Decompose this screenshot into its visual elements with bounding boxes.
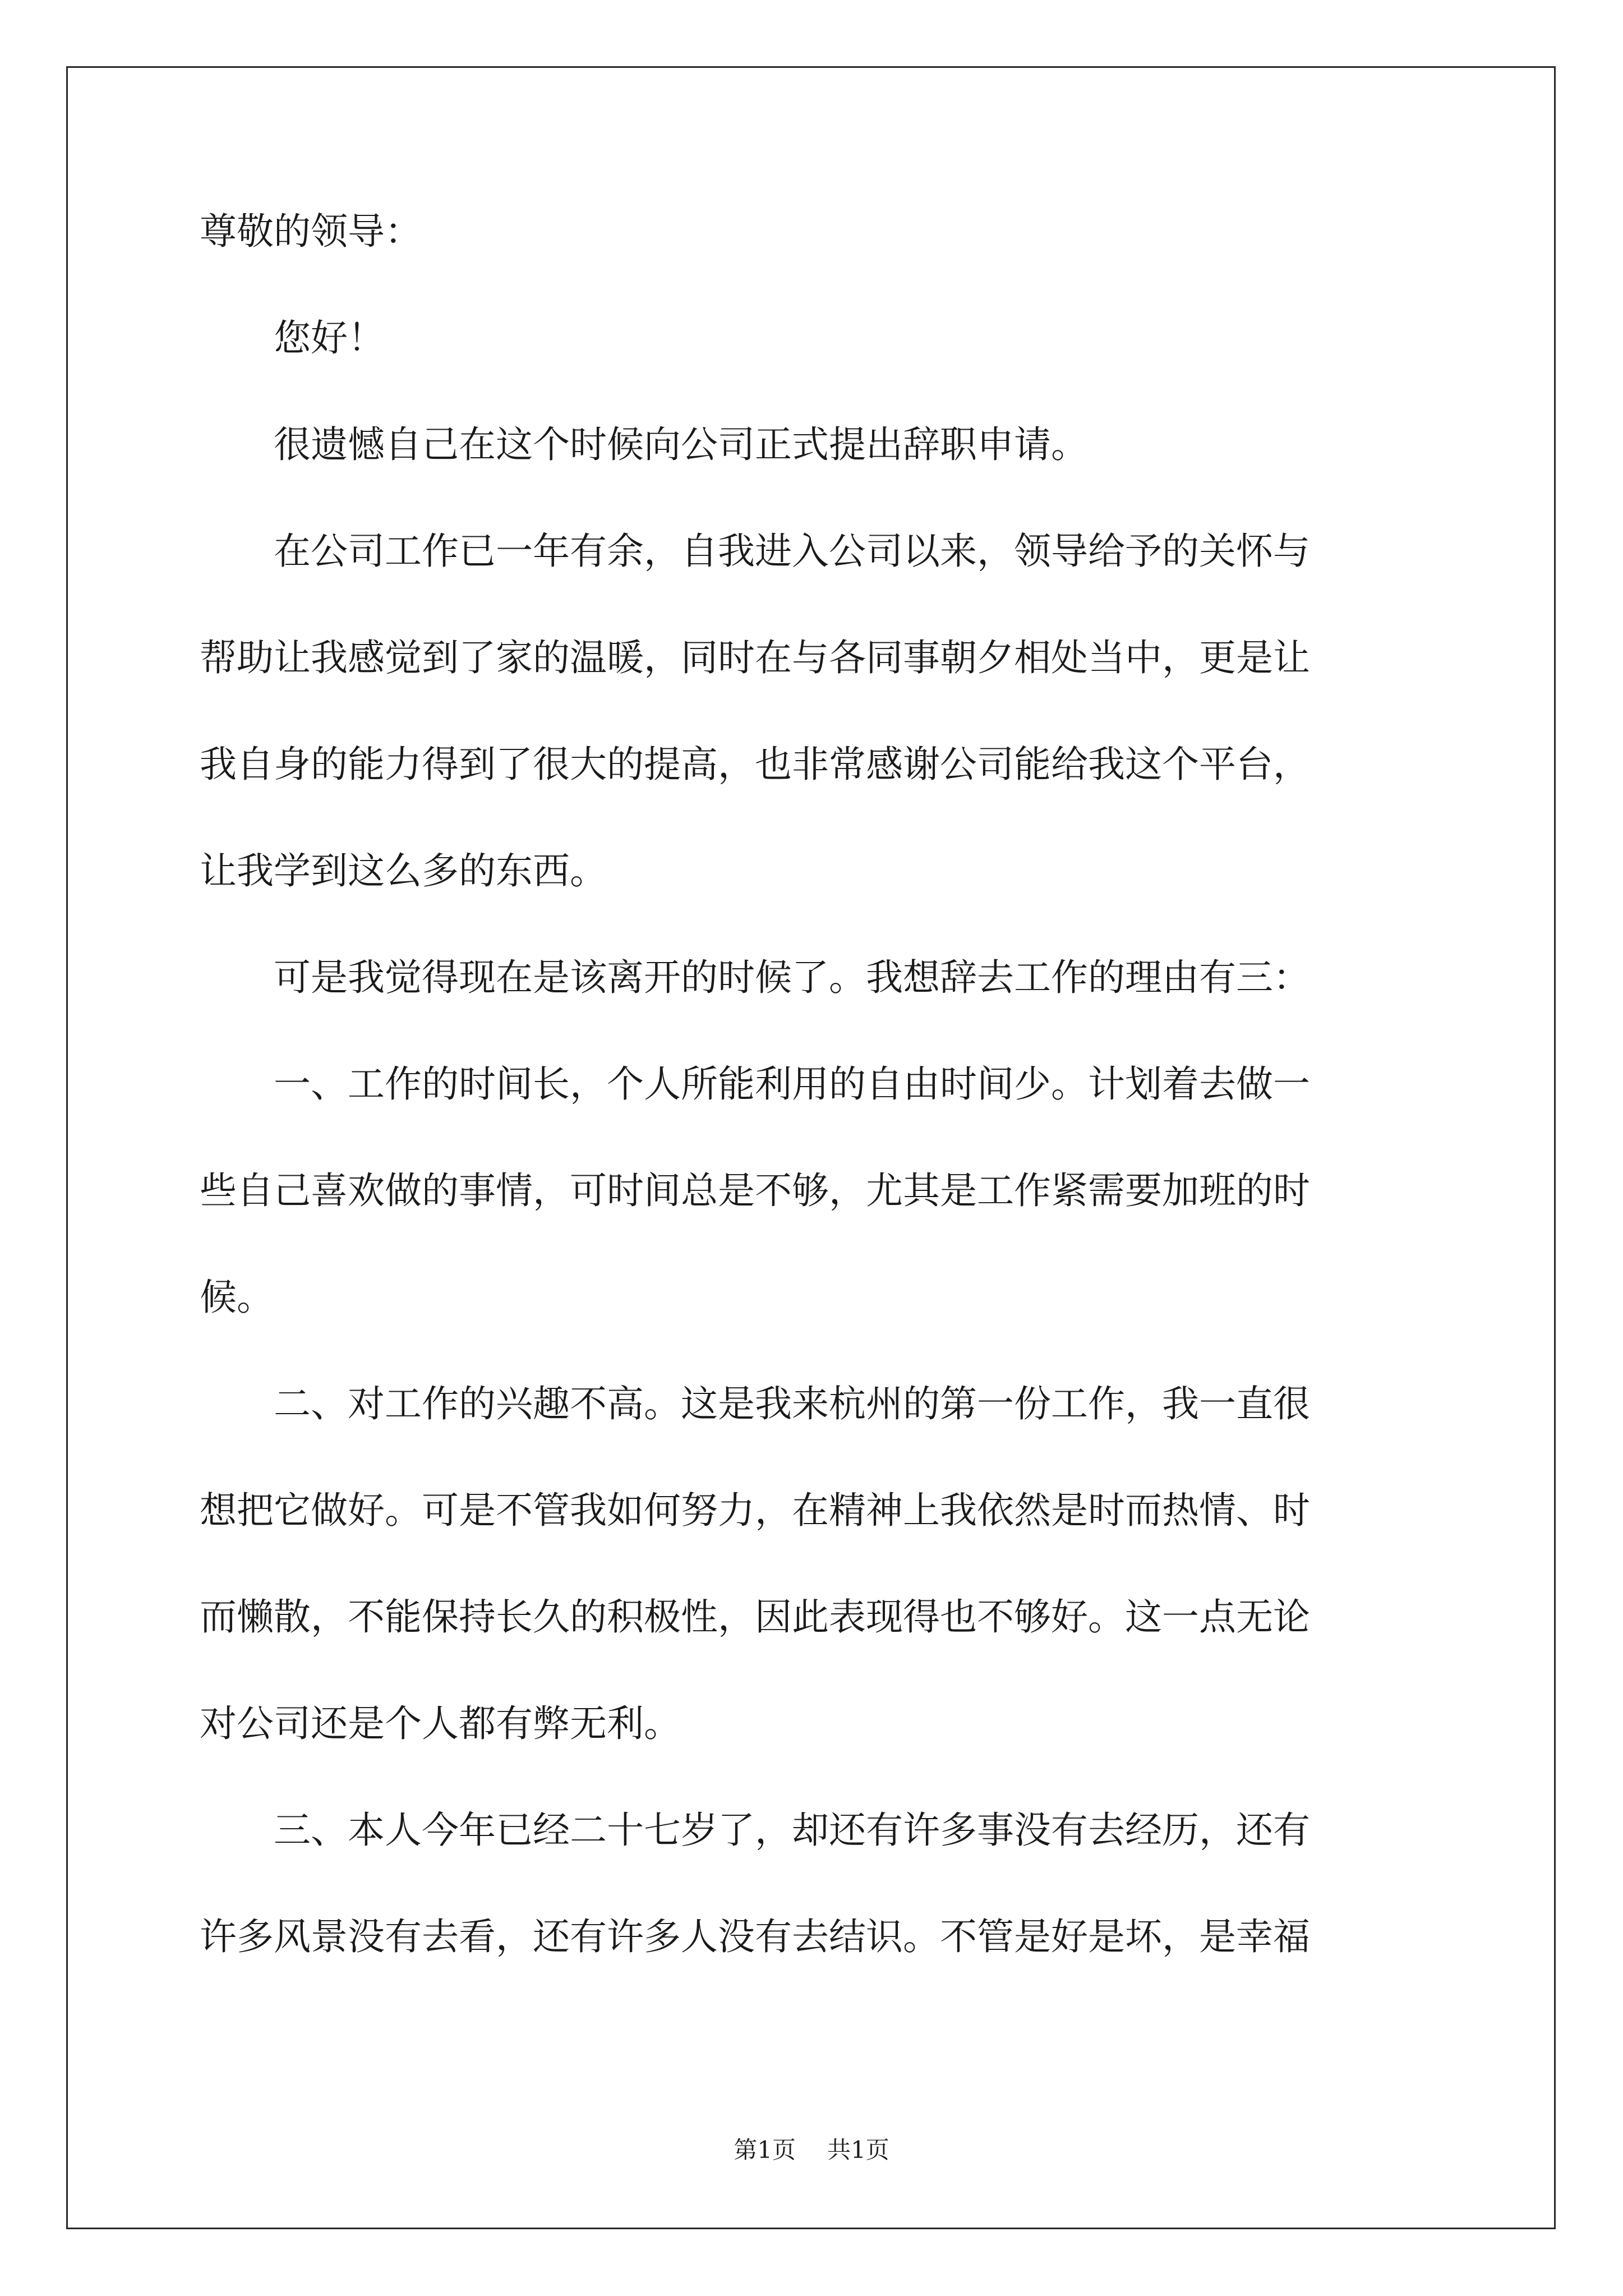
page-number-current: 第1页 (734, 2136, 796, 2164)
paragraph-line: 对公司还是个人都有弊无利。 (200, 1702, 681, 1745)
paragraph-line: 让我学到这么多的东西。 (200, 849, 607, 892)
paragraph-line: 在公司工作已一年有余，自我进入公司以来，领导给予的关怀与 (200, 530, 1310, 573)
page-footer (0, 2138, 1623, 2162)
paragraph-line: 二、对工作的兴趣不高。这是我来杭州的第一份工作，我一直很 (200, 1382, 1310, 1425)
paragraph-line: 一、工作的时间长，个人所能利用的自由时间少。计划着去做一 (200, 1062, 1310, 1106)
paragraph-line: 三、本人今年已经二十七岁了，却还有许多事没有去经历，还有 (200, 1809, 1310, 1852)
paragraph-line: 想把它做好。可是不管我如何努力，在精神上我依然是时而热情、时 (200, 1489, 1310, 1532)
paragraph-line: 可是我觉得现在是该离开的时候了。我想辞去工作的理由有三： (200, 956, 1310, 999)
paragraph-line: 些自己喜欢做的事情，可时间总是不够，尤其是工作紧需要加班的时 (200, 1169, 1310, 1212)
salutation: 尊敬的领导： (200, 210, 422, 253)
paragraph-line: 许多风景没有去看，还有许多人没有去结识。不管是好是坏，是幸福 (200, 1915, 1310, 1958)
paragraph-line: 候。 (200, 1276, 274, 1319)
paragraph-line: 我自身的能力得到了很大的提高，也非常感谢公司能给我这个平台， (200, 743, 1310, 786)
page-number-total: 共1页 (827, 2136, 889, 2164)
paragraph-line: 帮助让我感觉到了家的温暖，同时在与各同事朝夕相处当中，更是让 (200, 636, 1310, 679)
paragraph-line: 而懒散，不能保持长久的积极性，因此表现得也不够好。这一点无论 (200, 1595, 1310, 1639)
paragraph-line: 很遗憾自己在这个时候向公司正式提出辞职申请。 (200, 423, 1088, 466)
greeting: 您好！ (200, 316, 385, 360)
page-border (66, 66, 1556, 2229)
